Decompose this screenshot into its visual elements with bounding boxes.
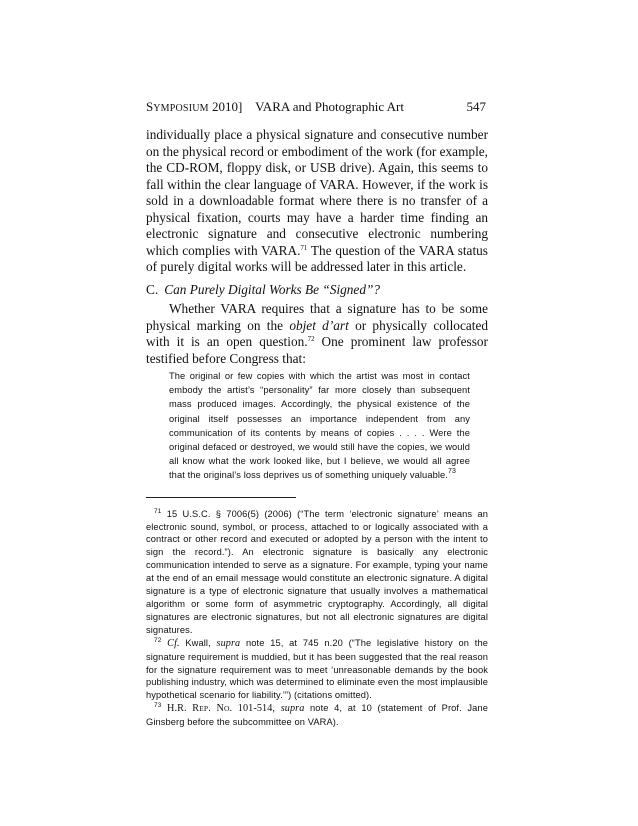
main-text (146, 127, 488, 729)
paragraph-1: individually place a physical signature and consecutive number on the physical record or embodiment of the work (for example, the CD-ROM, floppy disk, or USB drive). Again, this seems to fall within the clear language of VARA. However, if the work is sold in a downloadable format where there is no transfer of a physical fixation, courts may have a harder time finding an electronic signature and consecutive electronic numbering which complies with VARA.$^{71}$ The question of the VARA status of purely digital works will be addressed later in this article. (146, 127, 488, 274)
block-quote: The original or few copies with which the artist was most in contact embody the artist’s “personality” far more closely than subsequent mass produced images. Accordingly, the physical existence of the original itself possesses an importance independent from any communication of its contents by means of copies . . . . Were the original defaced or destroyed, we would still have the copies, we would all know what the work looked like, but I believe, we would all agree that the original’s loss deprives us of something uniquely valuable.$^{73}$ (169, 371, 470, 481)
footnote-71: $^{71}$ 15 U.S.C. § 7006(5) (2006) (“The term ‘electronic signature’ means an electronic sound, symbol, or process, attached to or logically associated with a contract or other record and executed or adopted by a person with the intent to sign the record.”). An electronic signature is basically any electronic communication intended to serve as a signature. For example, typing your name at the end of an email message would constitute an electronic signature. A digital signature is a type of electronic signature that usually involves a mathematical algorithm or some form of asymmetric cryptography. Accordingly, all digital signatures are electronic signatures, but not all electronic signatures are digital signatures. (146, 507, 488, 635)
footnote-73: $^{73}$ H.R. REP. NO. 101-514, supra note 4, at 10 (statement of Prof. Jane Ginsberg before the subcommittee on VARA). (146, 702, 488, 728)
footnote-ref-73[interactable]: 73 (447, 468, 456, 476)
footnote-divider (146, 497, 296, 498)
section-heading: C. Can Purely Digital Works Be “Signed”? (146, 281, 381, 297)
page-number: 547 (466, 99, 486, 114)
paragraph-2: Whether VARA requires that a signature has to be some physical marking on the objet d’art or physically collocated with it is an open question.$^{72}$ One prominent law professor testified before Congress that: (146, 301, 488, 366)
footnote-ref-72[interactable]: 72 (307, 335, 315, 343)
running-head: SYMPOSIUM 2010] VARA and Photographic Art (146, 99, 404, 114)
footnote-ref-71[interactable]: 71 (300, 243, 308, 252)
footnote-72: $^{72}$ Cf. Kwall, supra note 15, at 745 n.20 (“The legislative history on the signature requirement is muddied, but it has been suggested that the real reason for the signature requirement was to meet ‘unreasonable demands by the book publishing industry, which was determined to eliminate even the most implausible hypothetical scenario for liability.’”) (citations omitted). (146, 636, 488, 701)
running-header (146, 97, 486, 117)
